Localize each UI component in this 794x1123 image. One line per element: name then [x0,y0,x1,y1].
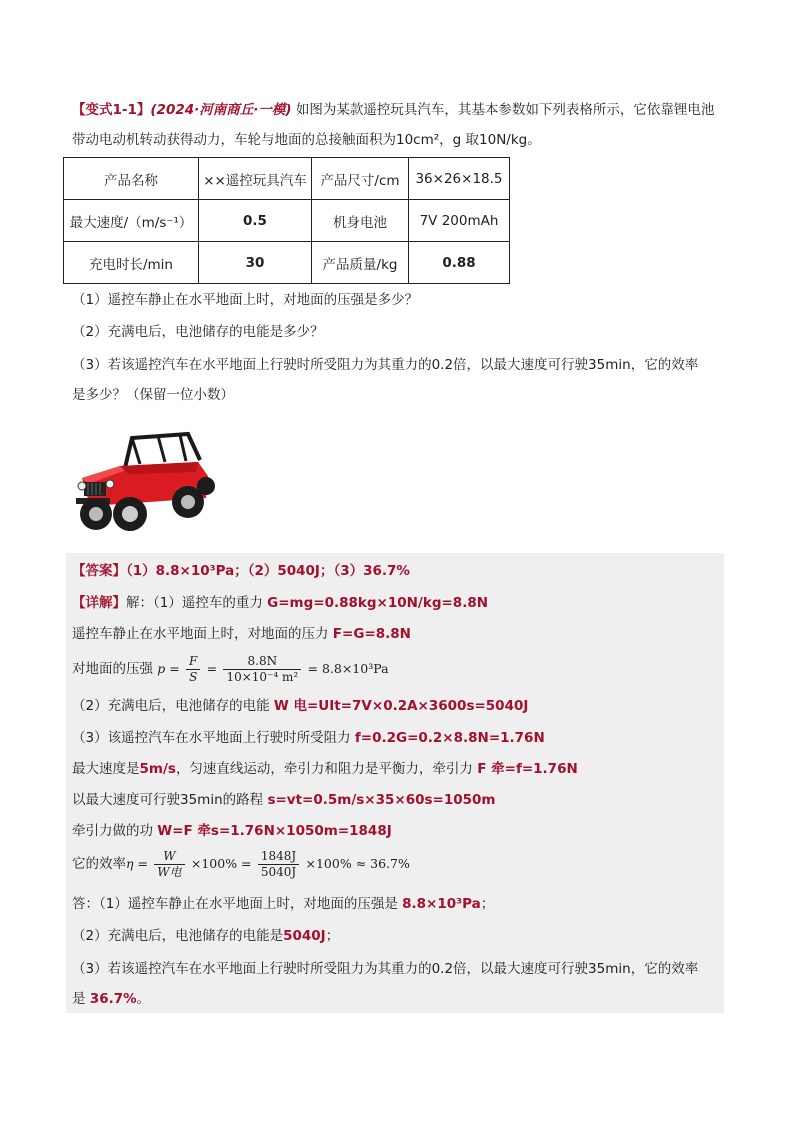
equation: F=G=8.8N [332,626,411,642]
detail-text: 牵引力做的功 [72,823,158,839]
table-row [64,158,510,200]
parameter-table [63,157,510,284]
detail-text: 最大速度是 [72,761,140,777]
table-row [64,200,510,242]
detail-line-4 [72,695,528,717]
fraction-denominator: 10×10⁻⁴ m² [226,669,299,684]
table-cell: 0.88 [409,242,510,284]
conclusion-line-2 [72,925,339,947]
detail-line-7 [72,789,495,811]
fraction [258,849,299,880]
detail-line-3 [72,652,389,686]
sub-question-3-line-1: （3）若该遥控汽车在水平地面上行驶时所受阻力为其重力的0.2倍，以最大速度可行驶35min，它的效率 [72,357,699,373]
stem-text-1: 如图为某款遥控玩具汽车，其基本参数如下列表格所示，它依靠锂电池 [295,102,715,118]
sub-question-2: （2）充满电后，电池储存的电能是多少？ [72,324,324,340]
value: 36.7% [89,991,137,1007]
value: 5040J [283,928,326,944]
table-cell: 产品尺寸/cm [312,158,409,200]
detail-line-1 [72,592,488,614]
table-cell: ××遥控玩具汽车 [199,158,312,200]
detail-text: 。 [136,991,151,1007]
detail-text: （3）该遥控汽车在水平地面上行驶时所受阻力 [72,730,355,746]
math: p = [157,661,180,676]
equation: W=F 牵s=1.76N×1050m=1848J [157,823,392,839]
fraction-numerator: F [186,654,200,670]
table-cell: 7V 200mAh [409,200,510,242]
answer-summary-text: （1）8.8×10³Pa；（2）5040J；（3）36.7% [126,563,410,579]
fraction [223,654,301,685]
detail-line-9 [72,847,410,881]
math: ×100% ≈ 36.7% [305,856,410,871]
equation: f=0.2G=0.2×8.8N=1.76N [354,730,545,746]
equation: F 牵=f=1.76N [477,761,578,777]
detail-text: ； [480,896,495,912]
table-cell: 36×26×18.5 [409,158,510,200]
table-row [64,242,510,284]
detail-line-6 [72,758,578,780]
sub-question-3-line-2: 是多少？（保留一位小数） [72,387,234,403]
fraction [154,849,184,880]
question-source: (2024·河南商丘·一模) [150,102,292,118]
detail-text: 以最大速度可行驶35min的路程 [72,792,268,808]
table-cell: 产品质量/kg [312,242,409,284]
variant-tag: 【变式1-1】 [72,102,151,118]
detail-text: （2）充满电后，电池储存的电能 [72,698,274,714]
answer-summary [72,560,410,582]
detail-text: ； [325,928,340,944]
table-cell: 30 [199,242,312,284]
sub-question-1: （1）遥控车静止在水平地面上时，对地面的压强是多少？ [72,292,419,308]
value: 8.8×10³Pa [402,896,481,912]
toy-car-image [70,428,215,534]
detail-text: 是 [72,991,90,1007]
detail-text: 解：（1）遥控车的重力 [126,595,268,611]
detail-text: （2）充满电后，电池储存的电能是 [72,928,284,944]
value: 5m/s [139,761,176,777]
detail-text: 它的效率 [72,856,126,872]
conclusion-line-3: （3）若该遥控汽车在水平地面上行驶时所受阻力为其重力的0.2倍，以最大速度可行驶35min，它的效率 [72,961,699,977]
question-stem-line-1 [72,100,714,120]
fraction [186,654,200,685]
math: η = [126,856,148,871]
table-cell: 机身电池 [312,200,409,242]
fraction-denominator: S [189,669,198,684]
detail-line-5 [72,727,545,749]
detail-text: 对地面的压强 [72,661,158,677]
detail-tag: 【详解】 [72,595,126,611]
table-cell: 充电时长/min [64,242,199,284]
math: = 8.8×10³Pa [307,661,389,676]
conclusion-line-4 [72,988,150,1010]
detail-text: 答：（1）遥控车静止在水平地面上时，对地面的压强是 [72,896,403,912]
table-cell: 0.5 [199,200,312,242]
fraction-numerator: 8.8N [223,654,301,670]
detail-text: ，匀速直线运动，牵引力和阻力是平衡力，牵引力 [175,761,478,777]
detail-line-8 [72,820,392,842]
question-stem-line-2: 带动电动机转动获得动力，车轮与地面的总接触面积为10cm²，g 取10N/kg。 [72,132,541,148]
conclusion-line-1 [72,893,494,915]
table-cell: 产品名称 [64,158,199,200]
math: = [206,661,218,676]
fraction-numerator: 1848J [258,849,299,865]
fraction-denominator: 5040J [260,864,297,879]
fraction-denominator: W电 [157,864,182,879]
detail-line-2 [72,623,411,645]
table-cell: 最大速度/（m/s⁻¹） [64,200,199,242]
detail-text: 遥控车静止在水平地面上时，对地面的压力 [72,626,333,642]
equation: s=vt=0.5m/s×35×60s=1050m [267,792,496,808]
answer-tag: 【答案】 [72,563,126,579]
equation: G=mg=0.88kg×10N/kg=8.8N [267,595,489,611]
math: ×100% = [190,856,252,871]
fraction-numerator: W [154,849,184,865]
equation: W 电=UIt=7V×0.2A×3600s=5040J [273,698,529,714]
